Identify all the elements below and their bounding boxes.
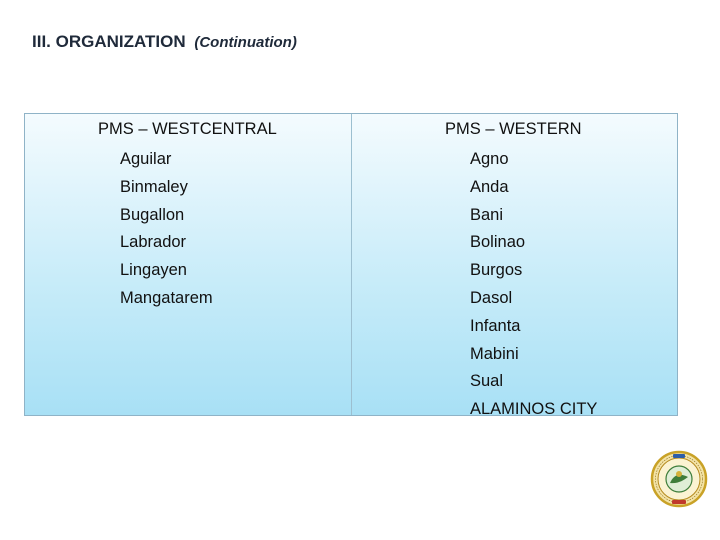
list-item: Lingayen [120,261,187,280]
western-column [352,114,677,419]
list-item: Sual [470,372,504,391]
list-item: Mabini [470,344,519,363]
title-text: III. ORGANIZATION [32,32,186,51]
provincial-seal-icon [650,440,708,518]
title-subtitle: (Continuation) [194,34,297,51]
list-item: Bolinao [470,233,526,252]
page-title [32,32,297,52]
westcentral-list [120,146,213,313]
western-list [470,146,597,424]
list-item: Bani [470,205,504,224]
list-item: Binmaley [120,177,188,196]
list-item: Labrador [120,233,187,252]
westcentral-column [25,114,352,415]
list-item: Burgos [470,261,523,280]
western-heading: PMS – WESTERN [445,120,582,138]
list-item: Mangatarem [120,288,213,307]
list-item: Bugallon [120,205,185,224]
list-item: Anda [470,177,509,196]
organization-table [24,113,678,419]
list-item: Aguilar [120,150,172,168]
westcentral-heading: PMS – WESTCENTRAL [98,120,277,138]
list-item: Agno [470,150,509,168]
list-item: Dasol [470,288,513,307]
list-item: ALAMINOS CITY [470,400,598,419]
list-item: Infanta [470,316,521,335]
